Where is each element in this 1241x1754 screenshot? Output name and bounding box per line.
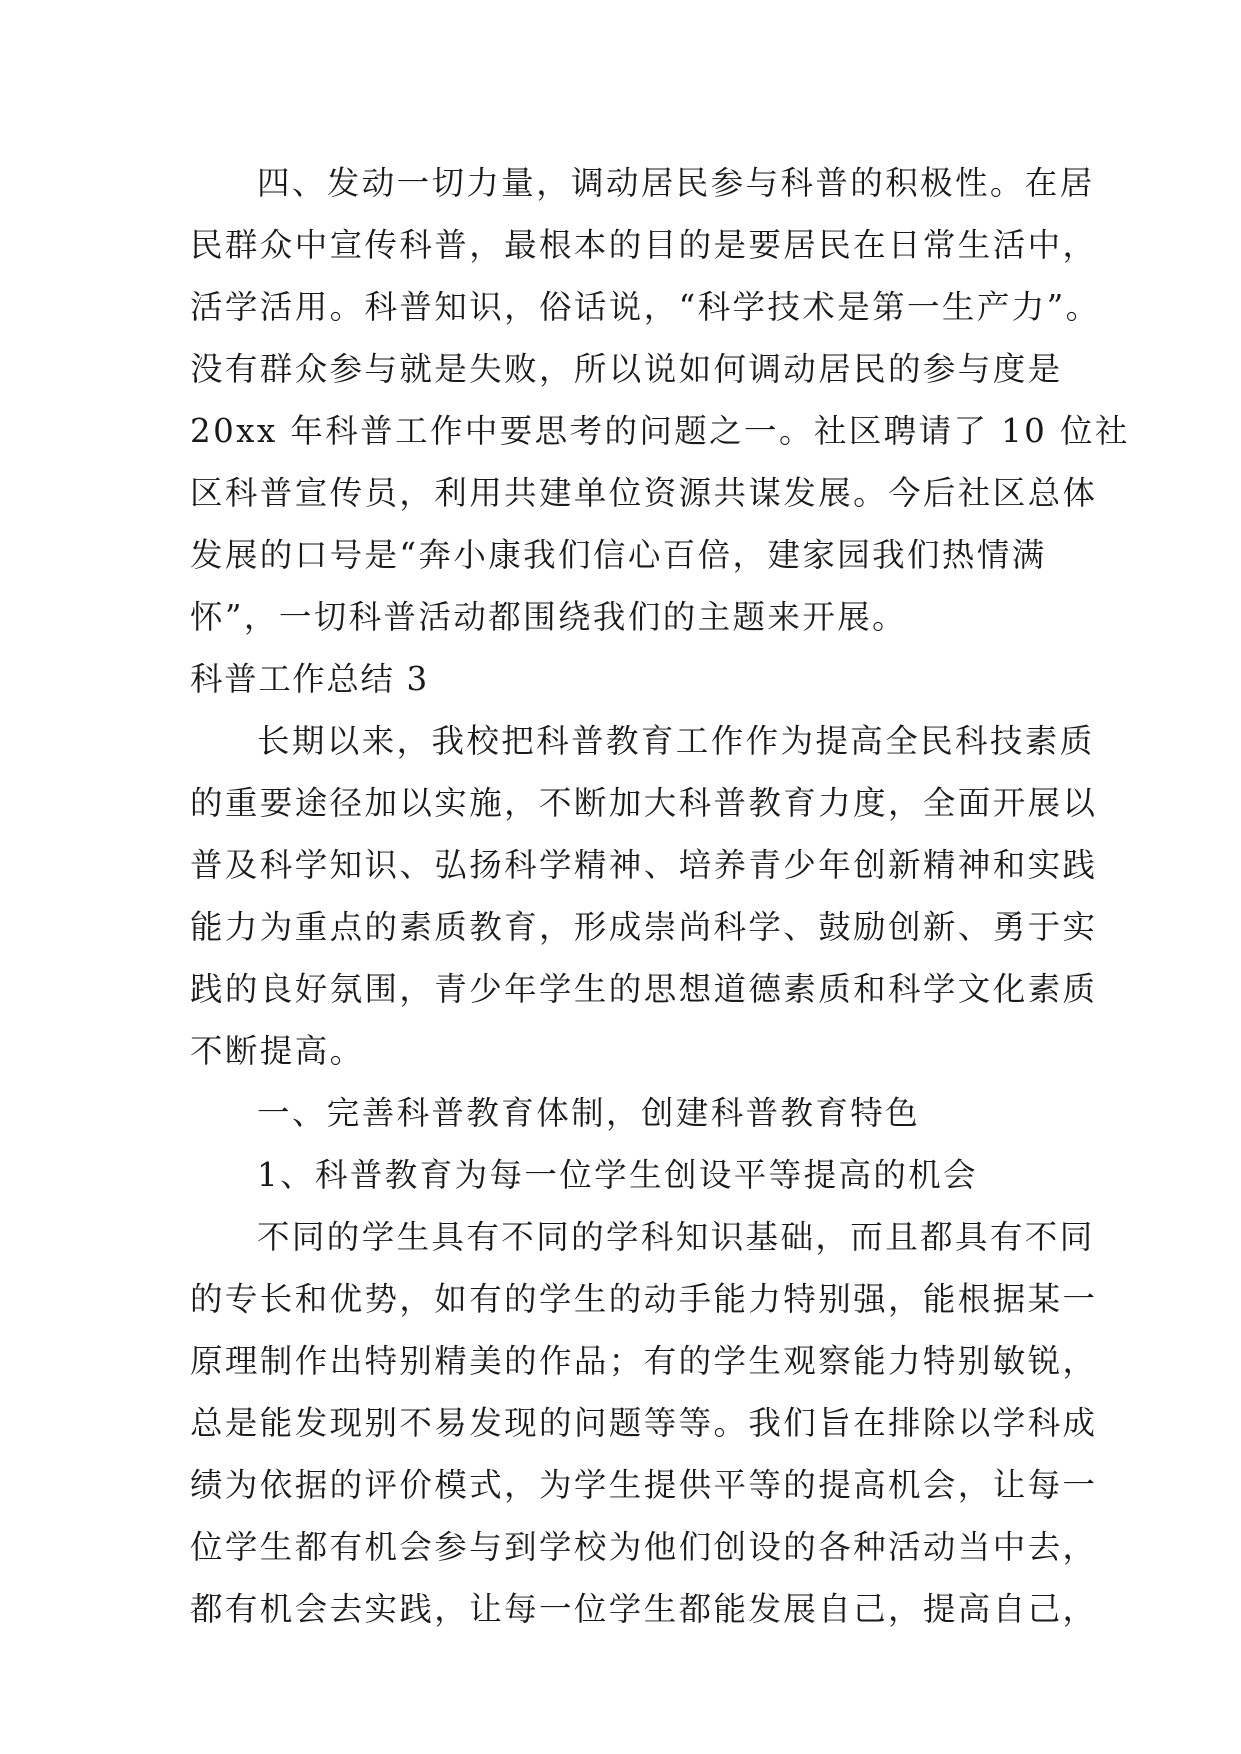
text-line: 的重要途径加以实施，不断加大科普教育力度，全面开展以	[190, 784, 1098, 822]
subheading-line: 一、完善科普教育体制，创建科普教育特色	[257, 1094, 921, 1132]
text-line: 发展的口号是“奔小康我们信心百倍，建家园我们热情满	[190, 536, 1047, 574]
subheading-line: 1、科普教育为每一位学生创设平等提高的机会	[257, 1156, 979, 1194]
text-line: 原理制作出特别精美的作品；有的学生观察能力特别敏锐，	[190, 1342, 1098, 1380]
section-heading: 科普工作总结 3	[190, 660, 429, 698]
text-line: 民群众中宣传科普，最根本的目的是要居民在日常生活中，	[190, 226, 1098, 264]
text-line: 长期以来，我校把科普教育工作作为提高全民科技素质	[257, 722, 1095, 760]
text-line: 四、发动一切力量，调动居民参与科普的积极性。在居	[257, 164, 1095, 202]
text-line: 普及科学知识、弘扬科学精神、培养青少年创新精神和实践	[190, 846, 1098, 884]
text-line: 践的良好氛围，青少年学生的思想道德素质和科学文化素质	[190, 970, 1098, 1008]
text-line: 绩为依据的评价模式，为学生提供平等的提高机会，让每一	[190, 1466, 1098, 1504]
text-line: 区科普宣传员，利用共建单位资源共谋发展。今后社区总体	[190, 474, 1098, 512]
text-line: 都有机会去实践，让每一位学生都能发展自己，提高自己，	[190, 1590, 1098, 1628]
text-line: 没有群众参与就是失败，所以说如何调动居民的参与度是	[190, 350, 1063, 388]
text-line: 位学生都有机会参与到学校为他们创设的各种活动当中去，	[190, 1528, 1098, 1566]
text-line: 怀”，一切科普活动都围绕我们的主题来开展。	[190, 598, 908, 636]
document-page	[190, 152, 1130, 1640]
text-line: 不同的学生具有不同的学科知识基础，而且都具有不同	[257, 1218, 1095, 1256]
text-line: 的专长和优势，如有的学生的动手能力特别强，能根据某一	[190, 1280, 1098, 1318]
text-line: 能力为重点的素质教育，形成崇尚科学、鼓励创新、勇于实	[190, 908, 1098, 946]
text-line: 20xx 年科普工作中要思考的问题之一。社区聘请了 10 位社	[190, 412, 1130, 450]
text-line: 总是能发现别不易发现的问题等等。我们旨在排除以学科成	[190, 1404, 1098, 1442]
text-line: 活学活用。科普知识，俗话说，“科学技术是第一生产力”。	[190, 288, 1101, 326]
text-line: 不断提高。	[190, 1032, 365, 1070]
